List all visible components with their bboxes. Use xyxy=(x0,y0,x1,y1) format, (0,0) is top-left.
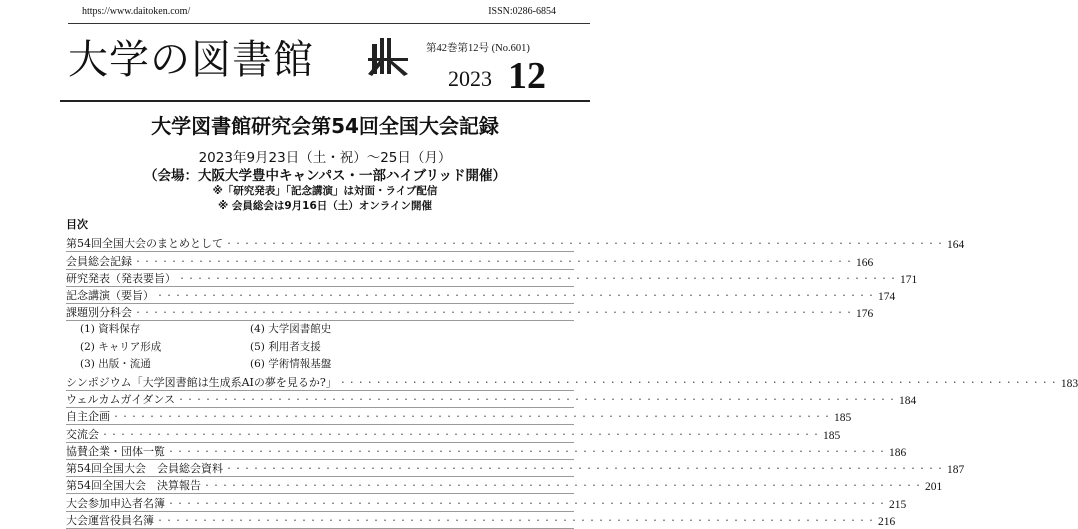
toc-leader-dots: ・・・・・・・・・・・・・・・・・・・・・・・・・・・・・・・・・・・・・・・・・・・・・・・・・・・・・・・・・・・・・・・・・・・・・・・・・・・・・・・・ xyxy=(225,464,945,474)
toc-entry-page: 184 xyxy=(899,394,917,407)
toc-heading: 目次 xyxy=(66,218,88,231)
subcommittee-item[interactable]: (3) 出版・流通 xyxy=(80,358,151,371)
toc-entry-page: 171 xyxy=(900,273,918,286)
toc-entry-title: シンポジウム「大学図書館は生成系AIの夢を見るか?」 xyxy=(66,375,337,389)
toc-entry-title: 研究発表（発表要旨） xyxy=(66,271,176,285)
toc-entry-title: 会員総会記録 xyxy=(66,254,132,268)
subcommittee-item[interactable]: (2) キャリア形成 xyxy=(80,340,162,353)
toc-entry[interactable] xyxy=(66,408,852,425)
header-bar xyxy=(0,0,600,22)
volume-number: 第42巻第12号 (No.601) xyxy=(426,43,530,54)
toc-entry-title: 第54回全国大会 会員総会資料 xyxy=(66,462,223,476)
subcommittee-item[interactable]: (6) 学術情報基盤 xyxy=(250,358,332,371)
toc-leader-dots: ・・・・・・・・・・・・・・・・・・・・・・・・・・・・・・・・・・・・・・・・・・・・・・・・・・・・・・・・・・・・・・・・・・・・・・・・・・・・・・・・ xyxy=(156,291,876,301)
toc-entry-title: 第54回全国大会のまとめとして xyxy=(66,237,223,251)
toc-entry-page: 186 xyxy=(889,446,907,459)
toc-entry[interactable] xyxy=(66,425,841,442)
toc-entry[interactable] xyxy=(66,270,918,287)
toc-entry[interactable] xyxy=(66,252,874,269)
toc-leader-dots: ・・・・・・・・・・・・・・・・・・・・・・・・・・・・・・・・・・・・・・・・・・・・・・・・・・・・・・・・・・・・・・・・・・・・・・・・・・・・・・・・ xyxy=(167,446,887,456)
toc-entry[interactable] xyxy=(66,235,965,252)
toc-entry[interactable] xyxy=(66,304,874,321)
toc-leader-dots: ・・・・・・・・・・・・・・・・・・・・・・・・・・・・・・・・・・・・・・・・・・・・・・・・・・・・・・・・・・・・・・・・・・・・・・・・・・・・・・・・ xyxy=(338,377,1059,387)
toc-leader-dots: ・・・・・・・・・・・・・・・・・・・・・・・・・・・・・・・・・・・・・・・・・・・・・・・・・・・・・・・・・・・・・・・・・・・・・・・・・・・・・・・・ xyxy=(134,256,854,266)
toc-leader-dots: ・・・・・・・・・・・・・・・・・・・・・・・・・・・・・・・・・・・・・・・・・・・・・・・・・・・・・・・・・・・・・・・・・・・・・・・・・・・・・・・・ xyxy=(178,273,898,283)
issue-month: 12 xyxy=(508,55,546,97)
masthead-rule xyxy=(60,100,590,102)
toc-leader-dots: ・・・・・・・・・・・・・・・・・・・・・・・・・・・・・・・・・・・・・・・・・・・・・・・・・・・・・・・・・・・・・・・・・・・・・・・・・・・・・・・・ xyxy=(177,394,898,404)
toc-entry-page: 183 xyxy=(1060,377,1078,390)
toc-leader-dots: ・・・・・・・・・・・・・・・・・・・・・・・・・・・・・・・・・・・・・・・・・・・・・・・・・・・・・・・・・・・・・・・・・・・・・・・・・・・・・・・・ xyxy=(156,516,876,526)
table-of-contents xyxy=(66,216,1078,529)
toc-entry[interactable] xyxy=(66,460,965,477)
masthead xyxy=(60,26,590,96)
toc-entry-title: 課題別分科会 xyxy=(66,306,132,320)
conference-note-1: ※「研究発表」「記念講演」は対面・ライブ配信 xyxy=(212,185,438,197)
issue-year: 2023 xyxy=(448,66,492,91)
toc-entry[interactable] xyxy=(66,512,896,529)
toc-entry[interactable] xyxy=(66,287,896,304)
conference-date: 2023年9月23日（土・祝）～25日（月） xyxy=(198,150,452,166)
toc-entry-page: 185 xyxy=(834,412,852,425)
toc-entry[interactable] xyxy=(66,494,907,511)
toc-entry-page: 215 xyxy=(889,498,907,511)
toc-entry-page: 176 xyxy=(856,308,874,321)
website-url[interactable]: https://www.daitoken.com/ xyxy=(82,6,191,17)
conference-venue: （会場：大阪大学豊中キャンパス・一部ハイブリッド開催） xyxy=(143,168,507,184)
toc-entry-page: 185 xyxy=(823,429,841,442)
toc-entry-title: 交流会 xyxy=(66,427,99,441)
toc-leader-dots: ・・・・・・・・・・・・・・・・・・・・・・・・・・・・・・・・・・・・・・・・・・・・・・・・・・・・・・・・・・・・・・・・・・・・・・・・・・・・・・・・ xyxy=(112,412,832,422)
issn-label: ISSN:0286-6854 xyxy=(488,6,556,17)
subcommittee-item[interactable]: (5) 利用者支援 xyxy=(250,340,321,353)
toc-entry-page: 164 xyxy=(947,239,965,252)
subcommittee-list xyxy=(66,321,574,373)
toc-leader-dots: ・・・・・・・・・・・・・・・・・・・・・・・・・・・・・・・・・・・・・・・・・・・・・・・・・・・・・・・・・・・・・・・・・・・・・・・・・・・・・・・・ xyxy=(134,308,854,318)
toc-entry-page: 187 xyxy=(947,464,965,477)
toc-entry-title: 大会運営役員名簿 xyxy=(66,514,154,528)
conference-title: 大学図書館研究会第54回全国大会記録 xyxy=(151,114,499,138)
toc-leader-dots: ・・・・・・・・・・・・・・・・・・・・・・・・・・・・・・・・・・・・・・・・・・・・・・・・・・・・・・・・・・・・・・・・・・・・・・・・・・・・・・・・ xyxy=(225,239,945,249)
toc-entry-title: 協賛企業・団体一覧 xyxy=(66,444,165,458)
toc-entry[interactable] xyxy=(66,477,943,494)
toc-entry-title: 第54回全国大会 決算報告 xyxy=(66,479,201,493)
toc-leader-dots: ・・・・・・・・・・・・・・・・・・・・・・・・・・・・・・・・・・・・・・・・・・・・・・・・・・・・・・・・・・・・・・・・・・・・・・・・・・・・・・・・ xyxy=(203,481,923,491)
toc-entry[interactable] xyxy=(66,443,907,460)
magazine-title: 大学の図書館 xyxy=(68,37,314,83)
subcommittee-item[interactable]: (4) 大学図書館史 xyxy=(250,323,332,336)
top-rule xyxy=(68,23,590,24)
toc-entry-title: ウェルカムガイダンス xyxy=(66,392,176,406)
toc-entry-page: 201 xyxy=(925,481,943,494)
toc-entry-page: 166 xyxy=(856,256,874,269)
toc-entry-title: 記念講演（要旨） xyxy=(66,289,154,303)
toc-entry[interactable] xyxy=(66,391,917,408)
toc-leader-dots: ・・・・・・・・・・・・・・・・・・・・・・・・・・・・・・・・・・・・・・・・・・・・・・・・・・・・・・・・・・・・・・・・・・・・・・・・・・・・・・・・ xyxy=(167,498,887,508)
toc-entry-title: 大会参加申込者名簿 xyxy=(66,496,165,510)
toc-entry[interactable] xyxy=(66,373,1078,390)
toc-entry-page: 216 xyxy=(878,516,896,529)
conference-note-2: ※ 会員総会は9月16日（土）オンライン開催 xyxy=(218,200,432,212)
subcommittee-item[interactable]: (1) 資料保存 xyxy=(80,323,141,336)
library-logo-icon xyxy=(366,34,410,78)
toc-leader-dots: ・・・・・・・・・・・・・・・・・・・・・・・・・・・・・・・・・・・・・・・・・・・・・・・・・・・・・・・・・・・・・・・・・・・・・・・・・・・・・・・・ xyxy=(101,429,821,439)
toc-entry-title: 自主企画 xyxy=(66,410,110,424)
toc-entry-page: 174 xyxy=(878,291,896,304)
